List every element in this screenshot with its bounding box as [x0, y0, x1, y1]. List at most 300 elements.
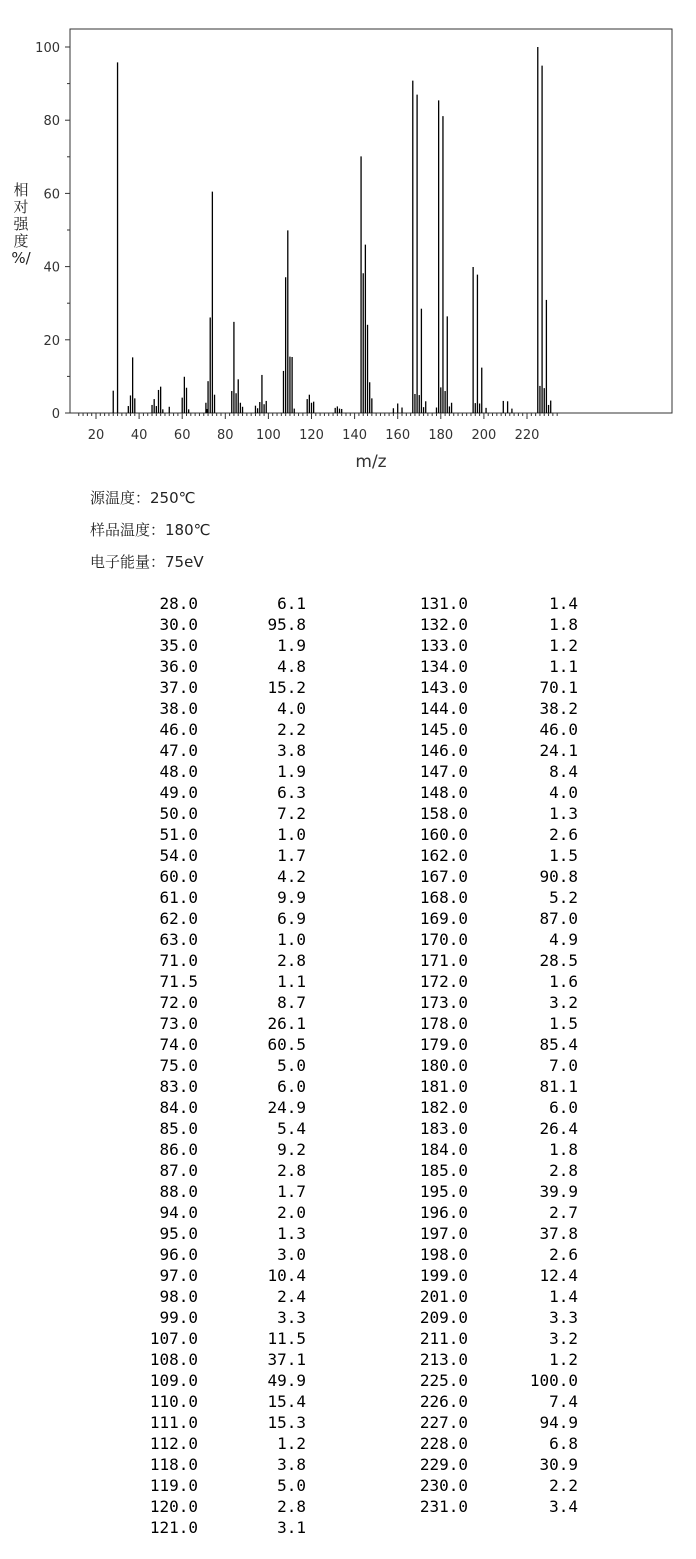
peak-intensity: 6.1 [277, 594, 306, 613]
peak-intensity: 7.0 [549, 1056, 578, 1075]
peak-intensity: 1.9 [277, 762, 306, 781]
peak-intensity: 2.0 [277, 1203, 306, 1222]
peak-intensity: 1.2 [549, 1350, 578, 1369]
peak-intensity: 2.6 [549, 825, 578, 844]
source-temperature: 源温度：250℃ [90, 489, 196, 507]
peak-row [380, 719, 578, 740]
peak-row [120, 866, 306, 887]
peak-intensity: 1.6 [549, 972, 578, 991]
peak-row [380, 824, 578, 845]
peak-mz: 38.0 [159, 699, 198, 718]
peak-intensity: 28.5 [539, 951, 578, 970]
peak-mz: 197.0 [419, 1224, 468, 1243]
peak-mz: 195.0 [419, 1182, 468, 1201]
peak-mz: 172.0 [419, 972, 468, 991]
peak-row [120, 1454, 306, 1475]
peak-row [380, 1055, 578, 1076]
electron-energy: 电子能量：75eV [90, 553, 204, 571]
peak-intensity: 5.0 [277, 1056, 306, 1075]
peak-intensity: 3.3 [549, 1308, 578, 1327]
peak-intensity: 3.8 [277, 741, 306, 760]
peak-mz: 109.0 [149, 1371, 198, 1390]
peak-mz: 118.0 [149, 1455, 198, 1474]
peak-intensity: 1.4 [549, 1287, 578, 1306]
peak-row [120, 1433, 306, 1454]
peak-mz: 120.0 [149, 1497, 198, 1516]
peak-mz: 185.0 [419, 1161, 468, 1180]
y-axis-label-char: 强 [13, 215, 29, 233]
peak-intensity: 1.5 [549, 846, 578, 865]
peak-mz: 199.0 [419, 1266, 468, 1285]
peak-mz: 74.0 [159, 1035, 198, 1054]
peak-intensity: 24.1 [539, 741, 578, 760]
peak-intensity: 26.4 [539, 1119, 578, 1138]
peak-mz: 162.0 [419, 846, 468, 865]
peak-mz: 184.0 [419, 1140, 468, 1159]
peak-mz: 173.0 [419, 993, 468, 1012]
peak-mz: 131.0 [419, 594, 468, 613]
peak-mz: 88.0 [159, 1182, 198, 1201]
peak-row [120, 1307, 306, 1328]
y-tick-label: 0 [51, 407, 60, 422]
peak-row [380, 971, 578, 992]
peak-intensity: 1.0 [277, 825, 306, 844]
peak-row [380, 1202, 578, 1223]
peak-mz: 71.0 [159, 951, 198, 970]
peak-row [380, 1391, 578, 1412]
peak-intensity: 4.2 [277, 867, 306, 886]
peak-row [120, 1496, 306, 1517]
peak-intensity: 2.8 [549, 1161, 578, 1180]
peak-row [380, 992, 578, 1013]
peak-intensity: 60.5 [267, 1035, 306, 1054]
peak-intensity: 1.1 [549, 657, 578, 676]
peak-intensity: 5.0 [277, 1476, 306, 1495]
peak-row [380, 866, 578, 887]
peak-mz: 95.0 [159, 1224, 198, 1243]
peak-intensity: 2.2 [277, 720, 306, 739]
peak-intensity: 8.7 [277, 993, 306, 1012]
x-tick-label: 40 [130, 428, 148, 443]
peak-row [120, 698, 306, 719]
peak-row [120, 719, 306, 740]
peak-intensity: 70.1 [539, 678, 578, 697]
peak-row [380, 1370, 578, 1391]
peak-intensity: 3.2 [549, 1329, 578, 1348]
peak-intensity: 2.8 [277, 1497, 306, 1516]
peak-mz: 226.0 [419, 1392, 468, 1411]
peak-intensity: 30.9 [539, 1455, 578, 1474]
peak-intensity: 15.3 [267, 1413, 306, 1432]
peak-mz: 51.0 [159, 825, 198, 844]
peak-intensity: 6.0 [277, 1077, 306, 1096]
peak-mz: 182.0 [419, 1098, 468, 1117]
peak-row [380, 698, 578, 719]
peak-intensity: 6.9 [277, 909, 306, 928]
peak-mz: 167.0 [419, 867, 468, 886]
peak-row [120, 908, 306, 929]
peak-intensity: 1.2 [277, 1434, 306, 1453]
peak-mz: 119.0 [149, 1476, 198, 1495]
peak-row [380, 1349, 578, 1370]
peak-row [380, 1244, 578, 1265]
x-tick-label: 220 [514, 428, 540, 443]
peak-row [120, 1181, 306, 1202]
x-tick-label: 20 [87, 428, 105, 443]
peak-mz: 94.0 [159, 1203, 198, 1222]
peak-mz: 178.0 [419, 1014, 468, 1033]
peak-mz: 54.0 [159, 846, 198, 865]
peak-mz: 36.0 [159, 657, 198, 676]
peak-row [380, 1286, 578, 1307]
peak-row [120, 1202, 306, 1223]
peak-row [380, 782, 578, 803]
x-axis-label: m/z [355, 452, 387, 472]
peak-mz: 228.0 [419, 1434, 468, 1453]
peak-row [380, 950, 578, 971]
peak-intensity: 100.0 [529, 1371, 578, 1390]
peak-intensity: 4.0 [277, 699, 306, 718]
peak-intensity: 24.9 [267, 1098, 306, 1117]
peak-table-left [120, 593, 306, 1538]
y-axis-label-char: 相 [13, 181, 29, 199]
peak-intensity: 87.0 [539, 909, 578, 928]
peak-row [380, 1013, 578, 1034]
peak-intensity: 85.4 [539, 1035, 578, 1054]
peak-intensity: 3.1 [277, 1518, 306, 1537]
peak-mz: 145.0 [419, 720, 468, 739]
peak-mz: 49.0 [159, 783, 198, 802]
peak-intensity: 94.9 [539, 1413, 578, 1432]
peak-intensity: 39.9 [539, 1182, 578, 1201]
y-axis-label-char: %/ [11, 249, 31, 267]
peak-intensity: 15.4 [267, 1392, 306, 1411]
peak-mz: 158.0 [419, 804, 468, 823]
peak-mz: 160.0 [419, 825, 468, 844]
peak-mz: 183.0 [419, 1119, 468, 1138]
peak-mz: 230.0 [419, 1476, 468, 1495]
peak-intensity: 10.4 [267, 1266, 306, 1285]
peak-row [380, 635, 578, 656]
y-tick-label: 40 [43, 260, 60, 276]
peak-mz: 225.0 [419, 1371, 468, 1390]
peak-row [120, 1097, 306, 1118]
peak-intensity: 8.4 [549, 762, 578, 781]
peak-row [380, 845, 578, 866]
peak-row [120, 1055, 306, 1076]
peak-row [380, 887, 578, 908]
peak-intensity: 15.2 [267, 678, 306, 697]
peak-mz: 196.0 [419, 1203, 468, 1222]
peak-mz: 75.0 [159, 1056, 198, 1075]
peak-mz: 134.0 [419, 657, 468, 676]
peak-row [120, 656, 306, 677]
peak-intensity: 5.4 [277, 1119, 306, 1138]
peak-mz: 231.0 [419, 1497, 468, 1516]
plot-frame [70, 29, 672, 413]
peak-row [120, 1286, 306, 1307]
peak-mz: 111.0 [149, 1413, 198, 1432]
peak-row [120, 845, 306, 866]
x-axis [79, 413, 557, 443]
peak-intensity: 2.8 [277, 1161, 306, 1180]
peak-mz: 98.0 [159, 1287, 198, 1306]
peak-row [380, 761, 578, 782]
x-tick-label: 120 [299, 428, 324, 443]
peak-row [380, 908, 578, 929]
peak-mz: 97.0 [159, 1266, 198, 1285]
peak-row [380, 1496, 578, 1517]
peak-intensity: 37.1 [267, 1350, 306, 1369]
x-tick-label: 200 [471, 428, 497, 443]
peak-intensity: 2.2 [549, 1476, 578, 1495]
peak-mz: 108.0 [149, 1350, 198, 1369]
x-tick-label: 140 [342, 428, 368, 443]
peak-row [380, 677, 578, 698]
peak-row [380, 593, 578, 614]
y-axis [35, 41, 70, 422]
peak-mz: 96.0 [159, 1245, 198, 1264]
peak-row [380, 1454, 578, 1475]
peak-row [120, 1517, 306, 1538]
peak-mz: 84.0 [159, 1098, 198, 1117]
peak-mz: 121.0 [149, 1518, 198, 1537]
peak-mz: 37.0 [159, 678, 198, 697]
peak-mz: 168.0 [419, 888, 468, 907]
y-tick-label: 80 [43, 114, 60, 130]
peak-row [380, 1307, 578, 1328]
peak-row [120, 803, 306, 824]
peak-mz: 227.0 [419, 1413, 468, 1432]
peak-intensity: 81.1 [539, 1077, 578, 1096]
peak-intensity: 1.2 [549, 636, 578, 655]
peak-intensity: 7.2 [277, 804, 306, 823]
y-tick-label: 60 [43, 187, 60, 203]
peak-row [120, 824, 306, 845]
peak-mz: 60.0 [159, 867, 198, 886]
peak-row [380, 1181, 578, 1202]
peak-row [380, 929, 578, 950]
peak-mz: 71.5 [159, 972, 198, 991]
peak-row [120, 740, 306, 761]
peak-mz: 170.0 [419, 930, 468, 949]
peak-intensity: 1.5 [549, 1014, 578, 1033]
peak-row [120, 1034, 306, 1055]
peak-intensity: 11.5 [267, 1329, 306, 1348]
peak-row [120, 1412, 306, 1433]
y-tick-label: 100 [35, 41, 60, 56]
peak-row [380, 1412, 578, 1433]
peak-intensity: 26.1 [267, 1014, 306, 1033]
peak-row [120, 971, 306, 992]
peak-row [380, 614, 578, 635]
peak-intensity: 4.0 [549, 783, 578, 802]
peak-row [120, 1013, 306, 1034]
peak-mz: 72.0 [159, 993, 198, 1012]
peak-mz: 86.0 [159, 1140, 198, 1159]
peak-intensity: 4.8 [277, 657, 306, 676]
peak-intensity: 6.0 [549, 1098, 578, 1117]
peak-row [380, 740, 578, 761]
x-tick-label: 60 [173, 428, 191, 443]
peak-mz: 211.0 [419, 1329, 468, 1348]
peak-mz: 198.0 [419, 1245, 468, 1264]
peak-table-right [380, 593, 578, 1517]
peak-row [120, 1223, 306, 1244]
sample-temperature: 样品温度：180℃ [90, 521, 211, 539]
peak-mz: 181.0 [419, 1077, 468, 1096]
peak-row [120, 782, 306, 803]
peak-mz: 46.0 [159, 720, 198, 739]
peak-intensity: 1.4 [549, 594, 578, 613]
peak-intensity: 1.8 [549, 615, 578, 634]
peak-intensity: 12.4 [539, 1266, 578, 1285]
peak-row [120, 1349, 306, 1370]
peak-intensity: 3.4 [549, 1497, 578, 1516]
peak-row [120, 1118, 306, 1139]
peak-mz: 148.0 [419, 783, 468, 802]
peak-intensity: 1.7 [277, 1182, 306, 1201]
peak-intensity: 2.4 [277, 1287, 306, 1306]
peak-mz: 147.0 [419, 762, 468, 781]
peak-row [120, 1391, 306, 1412]
peak-row [120, 635, 306, 656]
peak-row [120, 887, 306, 908]
peak-row [380, 803, 578, 824]
peak-intensity: 3.2 [549, 993, 578, 1012]
peak-row [380, 1076, 578, 1097]
peak-mz: 61.0 [159, 888, 198, 907]
peak-intensity: 37.8 [539, 1224, 578, 1243]
peak-row [120, 950, 306, 971]
peak-mz: 171.0 [419, 951, 468, 970]
peak-mz: 144.0 [419, 699, 468, 718]
peak-mz: 73.0 [159, 1014, 198, 1033]
peak-mz: 48.0 [159, 762, 198, 781]
peak-intensity: 1.0 [277, 930, 306, 949]
peak-mz: 229.0 [419, 1455, 468, 1474]
peak-intensity: 3.8 [277, 1455, 306, 1474]
peak-mz: 169.0 [419, 909, 468, 928]
peak-intensity: 95.8 [267, 615, 306, 634]
peak-row [120, 1328, 306, 1349]
peak-mz: 83.0 [159, 1077, 198, 1096]
peak-row [120, 1139, 306, 1160]
x-tick-label: 160 [385, 428, 411, 443]
peak-row [120, 1265, 306, 1286]
peak-mz: 62.0 [159, 909, 198, 928]
y-tick-label: 20 [43, 333, 60, 349]
peak-mz: 50.0 [159, 804, 198, 823]
peak-intensity: 7.4 [549, 1392, 578, 1411]
peak-intensity: 6.3 [277, 783, 306, 802]
peak-mz: 28.0 [159, 594, 198, 613]
peak-mz: 180.0 [419, 1056, 468, 1075]
peak-intensity: 1.8 [549, 1140, 578, 1159]
peak-mz: 107.0 [149, 1329, 198, 1348]
mass-spectrum-chart [0, 0, 696, 480]
peak-row [380, 1433, 578, 1454]
peak-mz: 35.0 [159, 636, 198, 655]
peak-intensity: 90.8 [539, 867, 578, 886]
y-axis-label [10, 182, 32, 267]
peak-mz: 47.0 [159, 741, 198, 760]
peak-mz: 112.0 [149, 1434, 198, 1453]
peak-intensity: 46.0 [539, 720, 578, 739]
peak-row [120, 929, 306, 950]
peak-mz: 110.0 [149, 1392, 198, 1411]
peak-intensity: 9.9 [277, 888, 306, 907]
peak-intensity: 38.2 [539, 699, 578, 718]
peak-row [120, 593, 306, 614]
peak-row [380, 1328, 578, 1349]
peak-mz: 179.0 [419, 1035, 468, 1054]
peak-intensity: 5.2 [549, 888, 578, 907]
peak-intensity: 2.6 [549, 1245, 578, 1264]
peak-row [120, 992, 306, 1013]
peak-row [120, 1244, 306, 1265]
peak-intensity: 2.7 [549, 1203, 578, 1222]
peak-mz: 99.0 [159, 1308, 198, 1327]
peak-row [380, 1034, 578, 1055]
peak-intensity: 2.8 [277, 951, 306, 970]
peak-row [380, 1160, 578, 1181]
peak-row [120, 1160, 306, 1181]
peak-row [120, 1475, 306, 1496]
peak-row [380, 1223, 578, 1244]
peak-row [380, 1118, 578, 1139]
peak-row [120, 677, 306, 698]
peak-mz: 201.0 [419, 1287, 468, 1306]
peak-intensity: 1.1 [277, 972, 306, 991]
peak-mz: 143.0 [419, 678, 468, 697]
peak-intensity: 49.9 [267, 1371, 306, 1390]
peak-mz: 63.0 [159, 930, 198, 949]
peak-row [380, 1097, 578, 1118]
peak-row [120, 614, 306, 635]
peak-row [380, 1475, 578, 1496]
peak-mz: 30.0 [159, 615, 198, 634]
peak-intensity: 4.9 [549, 930, 578, 949]
peak-intensity: 3.0 [277, 1245, 306, 1264]
peak-row [380, 1265, 578, 1286]
peak-intensity: 6.8 [549, 1434, 578, 1453]
peak-mz: 133.0 [419, 636, 468, 655]
spectrum-peaks [113, 47, 550, 413]
peak-intensity: 9.2 [277, 1140, 306, 1159]
peak-mz: 213.0 [419, 1350, 468, 1369]
peak-intensity: 1.3 [277, 1224, 306, 1243]
x-tick-label: 80 [217, 428, 234, 443]
peak-intensity: 3.3 [277, 1308, 306, 1327]
peak-mz: 87.0 [159, 1161, 198, 1180]
peak-mz: 146.0 [419, 741, 468, 760]
x-tick-label: 100 [255, 428, 281, 443]
peak-mz: 209.0 [419, 1308, 468, 1327]
peak-row [380, 1139, 578, 1160]
peak-intensity: 1.3 [549, 804, 578, 823]
peak-row [120, 761, 306, 782]
peak-intensity: 1.7 [277, 846, 306, 865]
peak-intensity: 1.9 [277, 636, 306, 655]
peak-mz: 132.0 [419, 615, 468, 634]
peak-row [120, 1076, 306, 1097]
y-axis-label-char: 度 [13, 232, 29, 250]
x-tick-label: 180 [428, 428, 454, 443]
peak-row [380, 656, 578, 677]
peak-mz: 85.0 [159, 1119, 198, 1138]
peak-row [120, 1370, 306, 1391]
